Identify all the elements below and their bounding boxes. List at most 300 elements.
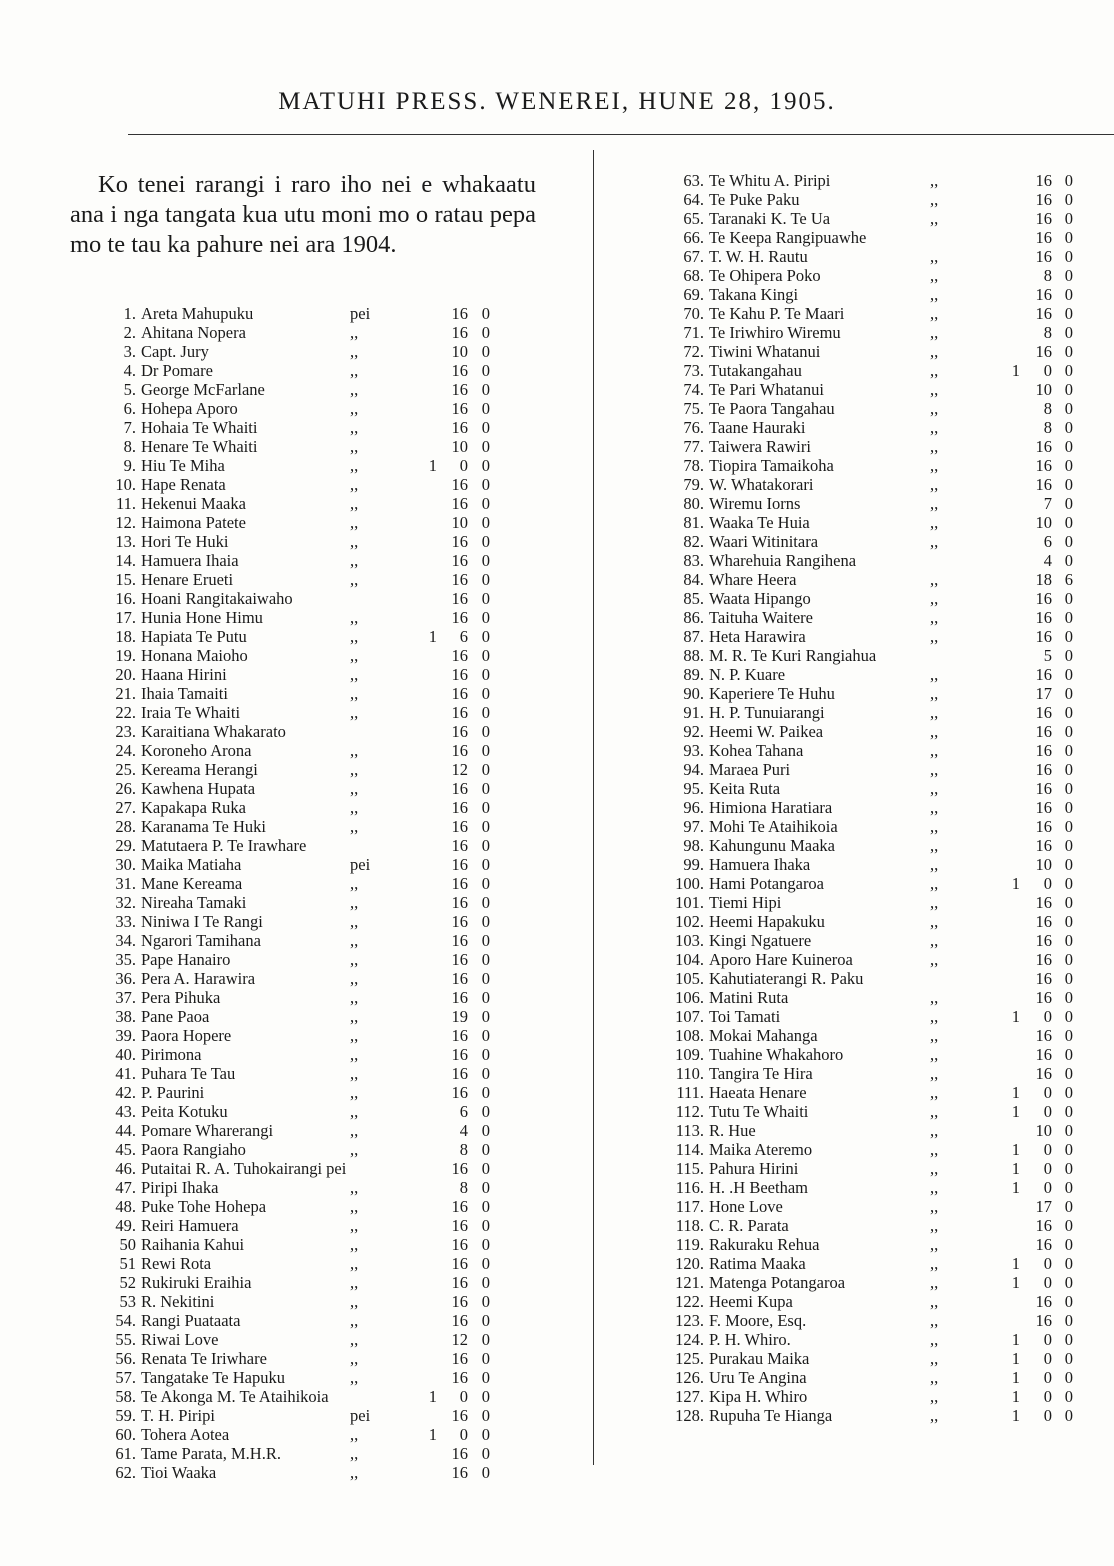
amount-shillings: 16 — [451, 532, 468, 551]
list-item — [668, 608, 1082, 627]
entry-number: 11. — [115, 494, 136, 513]
subscriber-name: Aporo Hare Kuineroa — [709, 950, 853, 969]
amount-shillings: 16 — [451, 779, 468, 798]
list-item — [100, 589, 500, 608]
ditto-mark: ,, — [350, 950, 359, 969]
amount-pence: 0 — [481, 1197, 490, 1216]
ditto-mark: ,, — [350, 1235, 359, 1254]
amount-pence: 0 — [481, 304, 490, 323]
entry-number: 117. — [675, 1197, 704, 1216]
subscriber-name: Te Ohipera Poko — [709, 266, 821, 285]
ditto-mark: ,, — [930, 1140, 939, 1159]
entry-number: 30. — [115, 855, 136, 874]
subscriber-name: Kapakapa Ruka — [141, 798, 246, 817]
amount-shillings: 16 — [451, 874, 468, 893]
list-item — [100, 1007, 500, 1026]
subscriber-name: Raihania Kahui — [141, 1235, 245, 1254]
list-item — [668, 1387, 1082, 1406]
amount-pence: 0 — [481, 1349, 490, 1368]
entry-number: 67. — [683, 247, 704, 266]
ditto-mark: ,, — [930, 779, 939, 798]
amount-shillings: 16 — [1035, 1235, 1052, 1254]
ditto-mark: ,, — [350, 1178, 359, 1197]
amount-pounds: 1 — [1011, 1349, 1020, 1368]
amount-shillings: 4 — [1043, 551, 1052, 570]
list-item — [100, 1045, 500, 1064]
entry-number: 6. — [123, 399, 136, 418]
amount-pence: 0 — [1064, 399, 1073, 418]
entry-number: 37. — [115, 988, 136, 1007]
subscriber-name: Te Iriwhiro Wiremu — [709, 323, 841, 342]
ditto-mark: ,, — [930, 855, 939, 874]
entry-number: 82. — [683, 532, 704, 551]
entry-number: 73. — [683, 361, 704, 380]
ditto-mark: ,, — [350, 969, 359, 988]
ditto-mark: ,, — [930, 589, 939, 608]
ditto-mark: ,, — [350, 323, 359, 342]
amount-shillings: 6 — [459, 1102, 468, 1121]
subscriber-name: Heemi Hapakuku — [709, 912, 825, 931]
ditto-mark: ,, — [930, 760, 939, 779]
list-item — [668, 399, 1082, 418]
amount-shillings: 6 — [459, 627, 468, 646]
amount-pence: 0 — [481, 361, 490, 380]
amount-pence: 0 — [481, 1273, 490, 1292]
list-item — [100, 817, 500, 836]
amount-shillings: 16 — [451, 722, 468, 741]
subscriber-name: Nireaha Tamaki — [141, 893, 247, 912]
list-item — [100, 1178, 500, 1197]
entry-number: 77. — [683, 437, 704, 456]
ditto-mark: ,, — [350, 1102, 359, 1121]
ditto-mark: ,, — [930, 247, 939, 266]
amount-pence: 0 — [481, 1216, 490, 1235]
amount-shillings: 10 — [1035, 380, 1052, 399]
amount-shillings: 16 — [451, 741, 468, 760]
list-item — [100, 1121, 500, 1140]
ditto-mark: ,, — [350, 665, 359, 684]
amount-pence: 0 — [481, 1254, 490, 1273]
entry-number: 51 — [119, 1254, 136, 1273]
amount-pence: 0 — [1064, 1387, 1073, 1406]
list-item — [100, 608, 500, 627]
subscriber-name: Taituha Waitere — [709, 608, 813, 627]
subscriber-name: Te Akonga M. Te Ataihikoia — [141, 1387, 329, 1406]
list-item — [668, 1121, 1082, 1140]
list-item — [100, 399, 500, 418]
entry-number: 34. — [115, 931, 136, 950]
ditto-mark: ,, — [350, 342, 359, 361]
entry-number: 2. — [123, 323, 136, 342]
list-item — [668, 950, 1082, 969]
ditto-mark: ,, — [350, 418, 359, 437]
ditto-mark: ,, — [350, 1273, 359, 1292]
list-item — [668, 247, 1082, 266]
list-item — [668, 1235, 1082, 1254]
ditto-mark: ,, — [930, 190, 939, 209]
entry-number: 107. — [675, 1007, 704, 1026]
amount-pence: 0 — [481, 836, 490, 855]
subscriber-name: Pomare Wharerangi — [141, 1121, 274, 1140]
subscriber-list-right — [668, 171, 1082, 1425]
entry-number: 29. — [115, 836, 136, 855]
entry-number: 62. — [115, 1463, 136, 1482]
amount-pence: 0 — [1064, 1083, 1073, 1102]
subscriber-name: Hone Love — [709, 1197, 783, 1216]
ditto-mark: ,, — [350, 1216, 359, 1235]
entry-number: 124. — [675, 1330, 704, 1349]
ditto-mark: ,, — [350, 684, 359, 703]
subscriber-name: Tohera Aotea — [141, 1425, 230, 1444]
list-item — [100, 1368, 500, 1387]
amount-pence: 0 — [1064, 760, 1073, 779]
entry-number: 66. — [683, 228, 704, 247]
list-item — [668, 1197, 1082, 1216]
amount-pence: 0 — [1064, 209, 1073, 228]
subscriber-name: F. Moore, Esq. — [709, 1311, 807, 1330]
subscriber-name: Kawhena Hupata — [141, 779, 256, 798]
amount-shillings: 7 — [1043, 494, 1052, 513]
ditto-mark: ,, — [930, 171, 939, 190]
entry-number: 12. — [115, 513, 136, 532]
amount-shillings: 16 — [1035, 950, 1052, 969]
amount-shillings: 16 — [451, 1311, 468, 1330]
amount-pence: 0 — [1064, 931, 1073, 950]
amount-pounds: 1 — [1011, 1368, 1020, 1387]
entry-number: 48. — [115, 1197, 136, 1216]
amount-pence: 0 — [1064, 1292, 1073, 1311]
list-item — [100, 532, 500, 551]
list-item — [100, 1083, 500, 1102]
entry-number: 84. — [683, 570, 704, 589]
amount-shillings: 16 — [451, 988, 468, 1007]
ditto-mark: ,, — [930, 532, 939, 551]
subscriber-name: Himiona Haratiara — [709, 798, 833, 817]
list-item — [668, 190, 1082, 209]
entry-number: 100. — [675, 874, 704, 893]
entry-number: 47. — [115, 1178, 136, 1197]
amount-pence: 0 — [481, 646, 490, 665]
amount-pence: 0 — [1064, 1254, 1073, 1273]
ditto-mark: ,, — [930, 570, 939, 589]
list-item — [100, 798, 500, 817]
list-item — [100, 741, 500, 760]
subscriber-name: Hape Renata — [141, 475, 226, 494]
ditto-mark: ,, — [350, 646, 359, 665]
ditto-mark: ,, — [930, 950, 939, 969]
amount-shillings: 0 — [1043, 1406, 1052, 1425]
amount-pence: 0 — [481, 475, 490, 494]
subscriber-name: Renata Te Iriwhare — [141, 1349, 267, 1368]
entry-number: 18. — [115, 627, 136, 646]
amount-pence: 0 — [481, 1235, 490, 1254]
amount-pence: 0 — [481, 1292, 490, 1311]
amount-shillings: 0 — [1043, 1159, 1052, 1178]
entry-number: 63. — [683, 171, 704, 190]
list-item — [668, 912, 1082, 931]
subscriber-name: N. P. Kuare — [709, 665, 786, 684]
ditto-mark: ,, — [350, 627, 359, 646]
amount-pence: 0 — [481, 589, 490, 608]
subscriber-name: Pirimona — [141, 1045, 202, 1064]
entry-number: 35. — [115, 950, 136, 969]
amount-shillings: 16 — [451, 684, 468, 703]
subscriber-name: Kipa H. Whiro — [709, 1387, 808, 1406]
amount-shillings: 8 — [1043, 323, 1052, 342]
amount-pence: 0 — [1064, 1045, 1073, 1064]
amount-shillings: 16 — [1035, 912, 1052, 931]
ditto-mark: ,, — [930, 1045, 939, 1064]
subscriber-name: Hori Te Huki — [141, 532, 229, 551]
entry-number: 58. — [115, 1387, 136, 1406]
amount-pounds: 1 — [428, 1425, 437, 1444]
subscriber-name: Pera A. Harawira — [141, 969, 256, 988]
subscriber-name: Karanama Te Huki — [141, 817, 266, 836]
amount-shillings: 0 — [1043, 1083, 1052, 1102]
entry-number: 64. — [683, 190, 704, 209]
subscriber-name: Taiwera Rawiri — [709, 437, 811, 456]
amount-pounds: 1 — [1011, 1273, 1020, 1292]
list-item — [668, 1292, 1082, 1311]
list-item — [668, 1140, 1082, 1159]
entry-number: 10. — [115, 475, 136, 494]
entry-number: 43. — [115, 1102, 136, 1121]
ditto-mark: ,, — [350, 1083, 359, 1102]
list-item — [668, 513, 1082, 532]
entry-number: 109. — [675, 1045, 704, 1064]
amount-shillings: 16 — [451, 1444, 468, 1463]
amount-pence: 0 — [481, 665, 490, 684]
subscriber-name: Te Paora Tangahau — [709, 399, 835, 418]
subscriber-name: Te Kahu P. Te Maari — [709, 304, 845, 323]
amount-pence: 0 — [1064, 475, 1073, 494]
ditto-mark: ,, — [350, 798, 359, 817]
list-item — [668, 1007, 1082, 1026]
amount-shillings: 12 — [451, 760, 468, 779]
amount-shillings: 16 — [451, 399, 468, 418]
column-divider — [593, 150, 594, 1465]
entry-number: 40. — [115, 1045, 136, 1064]
list-item — [100, 779, 500, 798]
ditto-mark: ,, — [350, 380, 359, 399]
amount-pounds: 1 — [1011, 1330, 1020, 1349]
subscriber-name: Te Keepa Rangipuawhe — [709, 228, 867, 247]
amount-shillings: 16 — [1035, 1026, 1052, 1045]
amount-pence: 0 — [481, 513, 490, 532]
subscriber-name: Ahitana Nopera — [141, 323, 246, 342]
subscriber-name: Piripi Ihaka — [141, 1178, 219, 1197]
amount-pence: 0 — [1064, 874, 1073, 893]
list-item — [100, 912, 500, 931]
list-item — [668, 570, 1082, 589]
amount-pence: 0 — [481, 627, 490, 646]
entry-number: 23. — [115, 722, 136, 741]
subscriber-name: Matenga Potangaroa — [709, 1273, 846, 1292]
subscriber-name: Haana Hirini — [141, 665, 227, 684]
subscriber-name: Tioi Waaka — [141, 1463, 217, 1482]
subscriber-name: Maraea Puri — [709, 760, 791, 779]
subscriber-name: Hohepa Aporo — [141, 399, 238, 418]
ditto-mark: ,, — [930, 418, 939, 437]
list-item — [100, 1425, 500, 1444]
entry-number: 22. — [115, 703, 136, 722]
amount-shillings: 16 — [451, 1292, 468, 1311]
list-item — [668, 228, 1082, 247]
amount-pence: 0 — [1064, 1026, 1073, 1045]
list-item — [668, 304, 1082, 323]
list-item — [668, 494, 1082, 513]
entry-number: 110. — [675, 1064, 704, 1083]
subscriber-list-left — [100, 304, 500, 1482]
amount-pence: 0 — [481, 1045, 490, 1064]
amount-pence: 0 — [481, 817, 490, 836]
ditto-mark: pei — [350, 304, 371, 323]
entry-number: 49. — [115, 1216, 136, 1235]
amount-shillings: 8 — [1043, 266, 1052, 285]
subscriber-name: Matini Ruta — [709, 988, 789, 1007]
amount-pounds: 1 — [1011, 1159, 1020, 1178]
entry-number: 41. — [115, 1064, 136, 1083]
entry-number: 105. — [675, 969, 704, 988]
subscriber-name: Pane Paoa — [141, 1007, 210, 1026]
subscriber-name: Iraia Te Whaiti — [141, 703, 241, 722]
entry-number: 32. — [115, 893, 136, 912]
amount-pence: 0 — [1064, 437, 1073, 456]
list-item — [668, 646, 1082, 665]
subscriber-name: Heta Harawira — [709, 627, 806, 646]
entry-number: 91. — [683, 703, 704, 722]
list-item — [668, 627, 1082, 646]
ditto-mark: ,, — [930, 494, 939, 513]
list-item — [100, 988, 500, 1007]
list-item — [668, 779, 1082, 798]
ditto-mark: ,, — [350, 608, 359, 627]
entry-number: 127. — [675, 1387, 704, 1406]
subscriber-name: Niniwa I Te Rangi — [141, 912, 263, 931]
entry-number: 59. — [115, 1406, 136, 1425]
subscriber-name: P. Paurini — [141, 1083, 205, 1102]
entry-number: 85. — [683, 589, 704, 608]
ditto-mark: ,, — [350, 532, 359, 551]
subscriber-name: Wiremu Iorns — [709, 494, 801, 513]
amount-shillings: 19 — [451, 1007, 468, 1026]
amount-pence: 0 — [481, 988, 490, 1007]
list-item — [100, 684, 500, 703]
entry-number: 14. — [115, 551, 136, 570]
list-item — [668, 266, 1082, 285]
entry-number: 5. — [123, 380, 136, 399]
entry-number: 31. — [115, 874, 136, 893]
amount-pence: 0 — [1064, 969, 1073, 988]
amount-pence: 0 — [1064, 1349, 1073, 1368]
ditto-mark: ,, — [930, 1292, 939, 1311]
subscriber-name: Putaitai R. A. Tuhokairangi pei — [141, 1159, 347, 1178]
ditto-mark: ,, — [930, 874, 939, 893]
list-item — [100, 1197, 500, 1216]
entry-number: 50 — [119, 1235, 136, 1254]
amount-pence: 0 — [1064, 703, 1073, 722]
list-item — [668, 817, 1082, 836]
ditto-mark: ,, — [930, 722, 939, 741]
ditto-mark: ,, — [350, 912, 359, 931]
ditto-mark: ,, — [930, 1064, 939, 1083]
entry-number: 120. — [675, 1254, 704, 1273]
ditto-mark: ,, — [350, 1121, 359, 1140]
ditto-mark: pei — [350, 1406, 371, 1425]
entry-number: 122. — [675, 1292, 704, 1311]
amount-shillings: 18 — [1035, 570, 1052, 589]
ditto-mark: ,, — [930, 1254, 939, 1273]
subscriber-name: Tuahine Whakahoro — [709, 1045, 844, 1064]
entry-number: 44. — [115, 1121, 136, 1140]
ditto-mark: ,, — [350, 551, 359, 570]
entry-number: 13. — [115, 532, 136, 551]
entry-number: 39. — [115, 1026, 136, 1045]
amount-shillings: 16 — [1035, 1216, 1052, 1235]
ditto-mark: ,, — [930, 1178, 939, 1197]
amount-pence: 0 — [1064, 361, 1073, 380]
amount-shillings: 10 — [1035, 855, 1052, 874]
entry-number: 28. — [115, 817, 136, 836]
amount-shillings: 16 — [1035, 779, 1052, 798]
amount-shillings: 16 — [451, 608, 468, 627]
list-item — [100, 323, 500, 342]
ditto-mark: ,, — [930, 323, 939, 342]
subscriber-name: Kahutiaterangi R. Paku — [709, 969, 864, 988]
subscriber-name: Ihaia Tamaiti — [141, 684, 228, 703]
entry-number: 83. — [683, 551, 704, 570]
list-item — [100, 304, 500, 323]
entry-number: 65. — [683, 209, 704, 228]
subscriber-name: George McFarlane — [141, 380, 265, 399]
subscriber-name: Henare Erueti — [141, 570, 234, 589]
amount-shillings: 16 — [1035, 798, 1052, 817]
ditto-mark: ,, — [350, 760, 359, 779]
amount-shillings: 16 — [451, 1406, 468, 1425]
amount-shillings: 16 — [1035, 817, 1052, 836]
amount-shillings: 16 — [451, 494, 468, 513]
subscriber-name: Maika Ateremo — [709, 1140, 813, 1159]
amount-shillings: 16 — [451, 1273, 468, 1292]
subscriber-name: Karaitiana Whakarato — [141, 722, 286, 741]
amount-pence: 0 — [481, 1121, 490, 1140]
list-item — [100, 627, 500, 646]
subscriber-name: Rangi Puataata — [141, 1311, 241, 1330]
subscriber-name: Takana Kingi — [709, 285, 799, 304]
subscriber-name: Haimona Patete — [141, 513, 246, 532]
entry-number: 88. — [683, 646, 704, 665]
amount-shillings: 0 — [459, 1387, 468, 1406]
entry-number: 96. — [683, 798, 704, 817]
entry-number: 126. — [675, 1368, 704, 1387]
amount-shillings: 16 — [1035, 342, 1052, 361]
amount-pence: 0 — [481, 1444, 490, 1463]
amount-pence: 0 — [1064, 323, 1073, 342]
subscriber-name: Kahungunu Maaka — [709, 836, 836, 855]
amount-pence: 0 — [1064, 912, 1073, 931]
amount-pence: 0 — [1064, 950, 1073, 969]
amount-shillings: 16 — [1035, 304, 1052, 323]
list-item — [668, 1406, 1082, 1425]
subscriber-name: Pera Pihuka — [141, 988, 221, 1007]
entry-number: 104. — [675, 950, 704, 969]
list-item — [668, 1368, 1082, 1387]
ditto-mark: ,, — [930, 342, 939, 361]
ditto-mark: ,, — [350, 513, 359, 532]
ditto-mark: ,, — [930, 988, 939, 1007]
ditto-mark: ,, — [930, 1197, 939, 1216]
entry-number: 86. — [683, 608, 704, 627]
